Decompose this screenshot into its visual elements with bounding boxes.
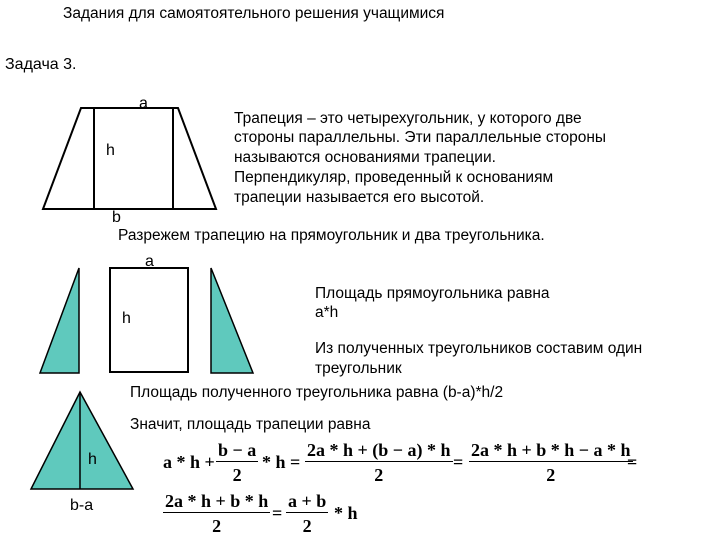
fraction-2-numerator: 2a * h + (b − a) * h (307, 440, 451, 460)
formula-mul-h: * h = (262, 452, 301, 472)
fraction-1 (216, 440, 258, 486)
definition-line: Трапеция – это четырехугольник, у которого две (234, 110, 582, 127)
task-title: Задача 3. (5, 56, 77, 73)
trapezoid-label-b: b (112, 209, 121, 226)
formula-mul-h-2: * h (334, 503, 358, 523)
fraction-5 (286, 491, 328, 537)
fraction-4 (163, 491, 270, 537)
fraction-4-denominator: 2 (212, 516, 222, 536)
cut-statement: Разрежем трапецию на прямоугольник и два треугольника. (118, 227, 545, 244)
fraction-5-numerator: a + b (288, 491, 327, 511)
fraction-3-denominator: 2 (546, 465, 556, 485)
fraction-4-numerator: 2a * h + b * h (165, 491, 269, 511)
rectangle-label-h: h (122, 310, 131, 327)
formula-equals-3: = (272, 503, 283, 523)
definition-line: стороны параллельны. Эти параллельные стороны (234, 129, 607, 146)
formula-term: a * h + (163, 452, 215, 472)
triangle-compose-line: Из полученных треугольников составим один (315, 340, 643, 357)
page-title: Задания для самоятоятельного решения учащимися (63, 5, 445, 22)
definition-line: называются основаниями трапеции. (234, 149, 496, 166)
fraction-5-denominator: 2 (302, 516, 312, 536)
rectangle-label-a: a (145, 253, 154, 270)
conclusion-statement: Значит, площадь трапеции равна (130, 416, 371, 433)
formula-equals-2: = (627, 452, 638, 472)
trapezoid-label-h: h (106, 142, 115, 159)
fraction-3-numerator: 2a * h + b * h − a * h (471, 440, 631, 460)
fraction-1-denominator: 2 (232, 465, 242, 485)
definition-line: трапеции называется его высотой. (234, 189, 485, 206)
fraction-2 (305, 440, 453, 486)
formula-equals-1: = (453, 452, 464, 472)
triangle-compose-line: треугольник (315, 360, 402, 377)
left-triangle-piece (40, 268, 79, 373)
fraction-3 (469, 440, 633, 486)
fraction-2-denominator: 2 (374, 465, 384, 485)
combined-triangle-label-base: b-a (70, 497, 94, 514)
trapezoid-label-a: a (139, 95, 148, 112)
fraction-1-numerator: b − a (218, 440, 257, 460)
triangle-area-statement: Площадь полученного треугольника равна (b-a)*h/2 (130, 384, 504, 401)
definition-line: Перпендикуляр, проведенный к основаниям (234, 169, 554, 186)
rect-area-formula: a*h (315, 304, 339, 321)
combined-triangle (31, 392, 133, 489)
trapezoid (43, 108, 216, 209)
rect-area-line: Площадь прямоугольника равна (315, 285, 550, 302)
right-triangle-piece (211, 268, 253, 373)
combined-triangle-label-h: h (88, 451, 97, 468)
